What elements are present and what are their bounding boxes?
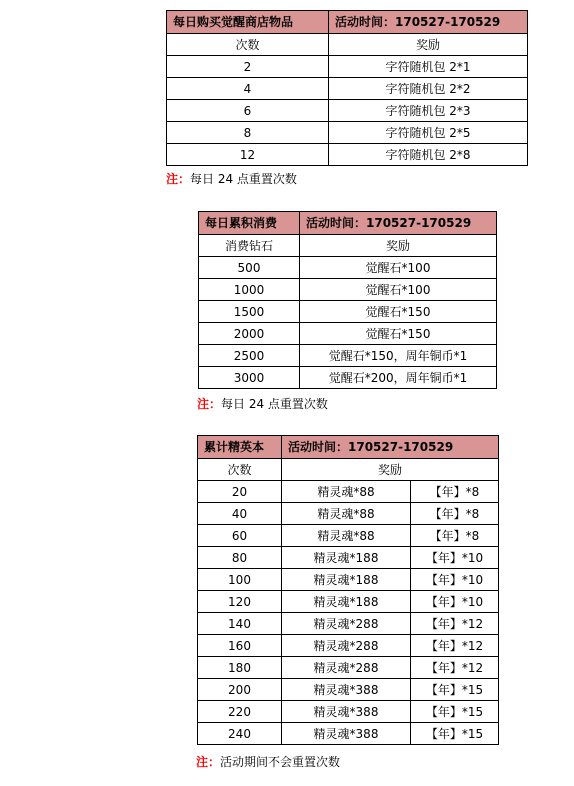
spend-cell: 1500 bbox=[199, 301, 300, 323]
table-row bbox=[167, 56, 528, 78]
reward-cell: 字符随机包 2*3 bbox=[329, 100, 528, 122]
activity-period: 活动时间：170527-170529 bbox=[329, 11, 528, 34]
column-header-count: 次数 bbox=[167, 34, 329, 56]
table-row bbox=[167, 78, 528, 100]
column-header-row bbox=[199, 235, 497, 257]
table-row bbox=[198, 613, 499, 635]
table-title-row bbox=[199, 212, 497, 235]
table-title-row bbox=[198, 436, 499, 459]
count-cell: 8 bbox=[167, 122, 329, 144]
reward-cell: 觉醒石*200，周年铜币*1 bbox=[300, 367, 497, 389]
table-note bbox=[197, 397, 328, 411]
nian-cell: 【年】*15 bbox=[411, 679, 499, 701]
nian-cell: 【年】*12 bbox=[411, 657, 499, 679]
table-row bbox=[167, 122, 528, 144]
table-row bbox=[199, 257, 497, 279]
note-label: 注： bbox=[166, 172, 191, 186]
activity-period: 活动时间：170527-170529 bbox=[300, 212, 497, 235]
count-cell: 180 bbox=[198, 657, 282, 679]
count-cell: 12 bbox=[167, 144, 329, 166]
column-header-count: 次数 bbox=[198, 459, 282, 481]
table-title: 累计精英本 bbox=[198, 436, 282, 459]
count-cell: 60 bbox=[198, 525, 282, 547]
count-cell: 140 bbox=[198, 613, 282, 635]
count-cell: 160 bbox=[198, 635, 282, 657]
reward-cell: 觉醒石*150 bbox=[300, 301, 497, 323]
column-header-reward: 奖励 bbox=[282, 459, 499, 481]
count-cell: 240 bbox=[198, 723, 282, 745]
table-row bbox=[198, 679, 499, 701]
table-title: 每日累积消费 bbox=[199, 212, 300, 235]
spirit-soul-cell: 精灵魂*88 bbox=[282, 525, 411, 547]
nian-cell: 【年】*15 bbox=[411, 701, 499, 723]
count-cell: 120 bbox=[198, 591, 282, 613]
column-header-reward: 奖励 bbox=[300, 235, 497, 257]
spirit-soul-cell: 精灵魂*188 bbox=[282, 591, 411, 613]
reward-cell: 觉醒石*150，周年铜币*1 bbox=[300, 345, 497, 367]
nian-cell: 【年】*12 bbox=[411, 613, 499, 635]
note-text: 每日 24 点重置次数 bbox=[190, 172, 297, 186]
reward-cell: 字符随机包 2*2 bbox=[329, 78, 528, 100]
table-row bbox=[198, 547, 499, 569]
table-row bbox=[167, 100, 528, 122]
table-row bbox=[198, 701, 499, 723]
count-cell: 200 bbox=[198, 679, 282, 701]
shop-purchase-table bbox=[166, 10, 528, 166]
count-cell: 40 bbox=[198, 503, 282, 525]
daily-spend-table bbox=[198, 211, 497, 389]
nian-cell: 【年】*8 bbox=[411, 481, 499, 503]
spend-cell: 3000 bbox=[199, 367, 300, 389]
table-row bbox=[167, 144, 528, 166]
reward-cell: 字符随机包 2*1 bbox=[329, 56, 528, 78]
spend-cell: 500 bbox=[199, 257, 300, 279]
nian-cell: 【年】*12 bbox=[411, 635, 499, 657]
reward-cell: 觉醒石*100 bbox=[300, 257, 497, 279]
table-row bbox=[199, 323, 497, 345]
count-cell: 80 bbox=[198, 547, 282, 569]
table-row bbox=[199, 345, 497, 367]
table-title: 每日购买觉醒商店物品 bbox=[167, 11, 329, 34]
spirit-soul-cell: 精灵魂*388 bbox=[282, 723, 411, 745]
reward-cell: 字符随机包 2*8 bbox=[329, 144, 528, 166]
reward-cell: 觉醒石*150 bbox=[300, 323, 497, 345]
nian-cell: 【年】*15 bbox=[411, 723, 499, 745]
table-row bbox=[198, 591, 499, 613]
note-text: 活动期间不会重置次数 bbox=[220, 755, 341, 769]
spirit-soul-cell: 精灵魂*88 bbox=[282, 503, 411, 525]
note-label: 注： bbox=[197, 397, 222, 411]
table-row bbox=[198, 723, 499, 745]
spirit-soul-cell: 精灵魂*188 bbox=[282, 547, 411, 569]
count-cell: 2 bbox=[167, 56, 329, 78]
spirit-soul-cell: 精灵魂*288 bbox=[282, 657, 411, 679]
spirit-soul-cell: 精灵魂*288 bbox=[282, 635, 411, 657]
note-text: 每日 24 点重置次数 bbox=[221, 397, 328, 411]
table-note bbox=[166, 172, 297, 186]
table-row bbox=[199, 301, 497, 323]
table-row bbox=[199, 367, 497, 389]
spirit-soul-cell: 精灵魂*388 bbox=[282, 679, 411, 701]
column-header-row bbox=[198, 459, 499, 481]
count-cell: 20 bbox=[198, 481, 282, 503]
spend-cell: 1000 bbox=[199, 279, 300, 301]
reward-cell: 字符随机包 2*5 bbox=[329, 122, 528, 144]
table-row bbox=[198, 657, 499, 679]
table-row bbox=[198, 503, 499, 525]
spirit-soul-cell: 精灵魂*388 bbox=[282, 701, 411, 723]
reward-cell: 觉醒石*100 bbox=[300, 279, 497, 301]
spirit-soul-cell: 精灵魂*88 bbox=[282, 481, 411, 503]
nian-cell: 【年】*10 bbox=[411, 591, 499, 613]
table-row bbox=[198, 635, 499, 657]
spend-cell: 2500 bbox=[199, 345, 300, 367]
spirit-soul-cell: 精灵魂*288 bbox=[282, 613, 411, 635]
table-row bbox=[199, 279, 497, 301]
spirit-soul-cell: 精灵魂*188 bbox=[282, 569, 411, 591]
column-header-spend: 消费钻石 bbox=[199, 235, 300, 257]
activity-period: 活动时间：170527-170529 bbox=[282, 436, 499, 459]
nian-cell: 【年】*8 bbox=[411, 503, 499, 525]
nian-cell: 【年】*8 bbox=[411, 525, 499, 547]
nian-cell: 【年】*10 bbox=[411, 569, 499, 591]
spend-cell: 2000 bbox=[199, 323, 300, 345]
table-note bbox=[196, 755, 340, 769]
table-row bbox=[198, 569, 499, 591]
count-cell: 220 bbox=[198, 701, 282, 723]
column-header-row bbox=[167, 34, 528, 56]
table-row bbox=[198, 481, 499, 503]
count-cell: 4 bbox=[167, 78, 329, 100]
column-header-reward: 奖励 bbox=[329, 34, 528, 56]
nian-cell: 【年】*10 bbox=[411, 547, 499, 569]
elite-dungeon-table bbox=[197, 435, 499, 745]
table-row bbox=[198, 525, 499, 547]
table-title-row bbox=[167, 11, 528, 34]
note-label: 注： bbox=[196, 755, 221, 769]
count-cell: 100 bbox=[198, 569, 282, 591]
count-cell: 6 bbox=[167, 100, 329, 122]
